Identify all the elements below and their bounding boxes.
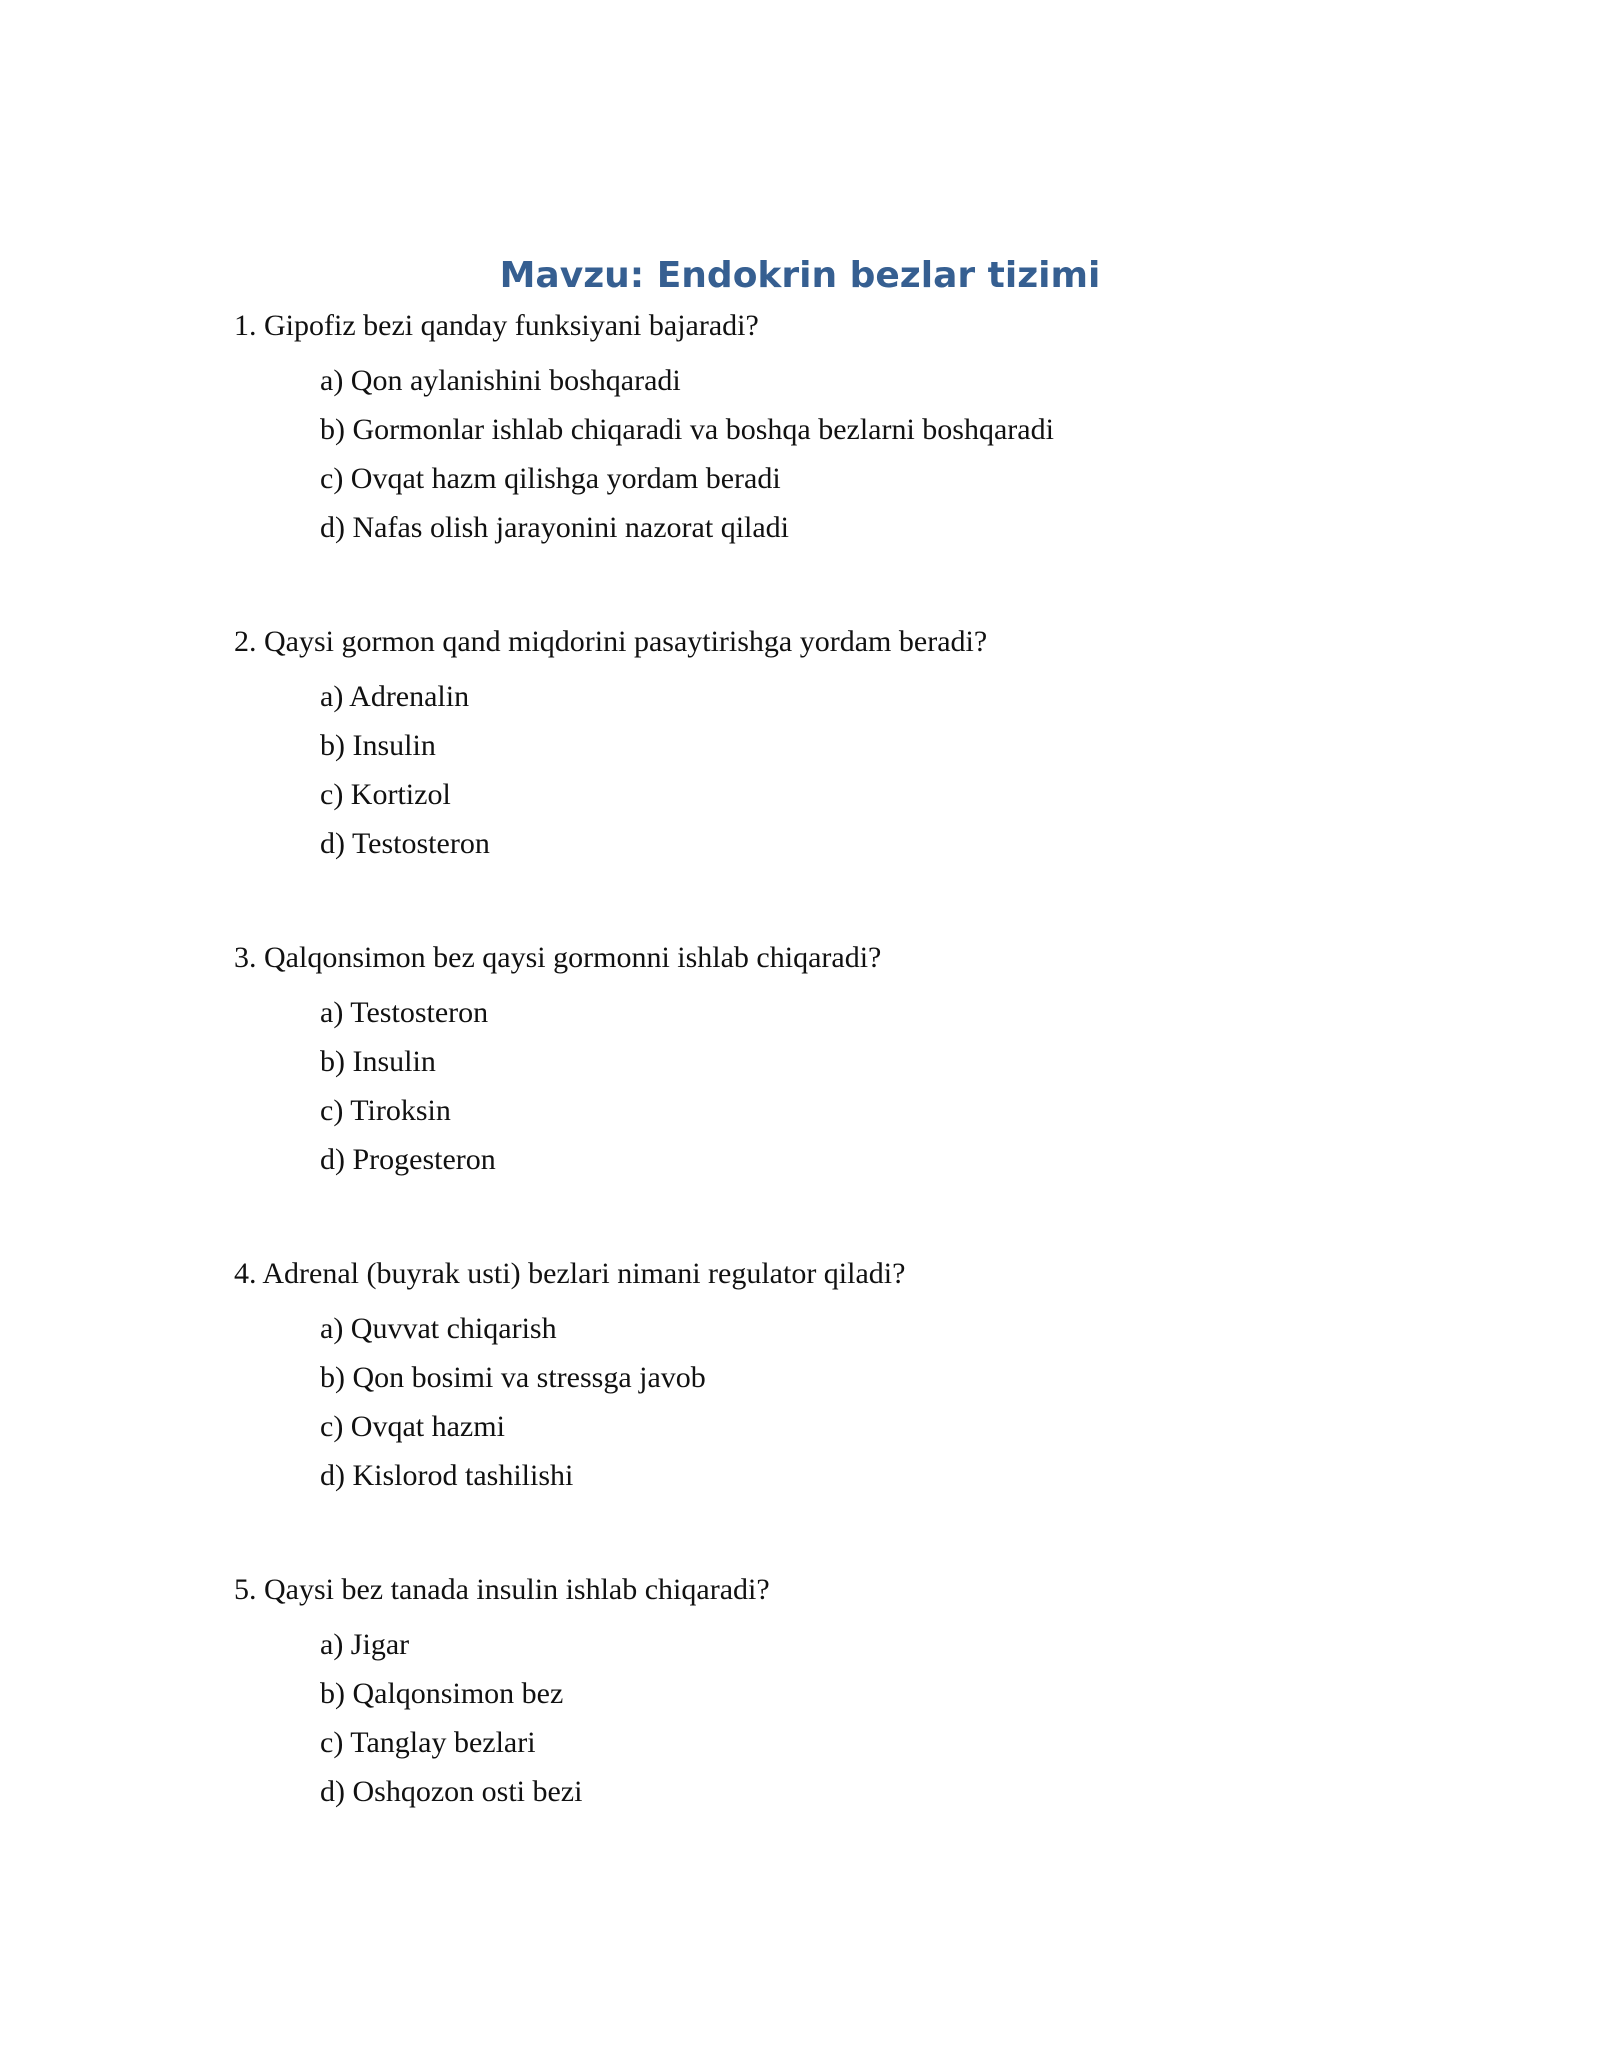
option-d: d) Nafas olish jarayonini nazorat qiladi <box>320 511 790 544</box>
option-list <box>234 672 1434 868</box>
option-a: a) Jigar <box>320 1628 410 1661</box>
option-c: c) Kortizol <box>320 778 451 811</box>
page-title: Mavzu: Endokrin bezlar tizimi <box>499 255 1101 296</box>
option-c: c) Ovqat hazmi <box>320 1410 505 1443</box>
option-b: b) Qon bosimi va stressga javob <box>320 1361 706 1394</box>
question-5 <box>234 1568 1434 1816</box>
option-list <box>234 1304 1434 1500</box>
option-d: d) Oshqozon osti bezi <box>320 1775 583 1808</box>
question-3 <box>234 936 1434 1184</box>
option-c: c) Tiroksin <box>320 1094 451 1127</box>
option-a: a) Testosteron <box>320 996 489 1029</box>
question-text: 2. Qaysi gormon qand miqdorini pasaytirishga yordam beradi? <box>234 625 988 658</box>
option-a: a) Adrenalin <box>320 680 470 713</box>
option-b: b) Qalqonsimon bez <box>320 1677 564 1710</box>
option-d: d) Testosteron <box>320 827 490 860</box>
option-b: b) Insulin <box>320 1045 436 1078</box>
option-d: d) Progesteron <box>320 1143 496 1176</box>
option-c: c) Tanglay bezlari <box>320 1726 536 1759</box>
option-list <box>234 356 1434 552</box>
option-list <box>234 1620 1434 1816</box>
question-2 <box>234 620 1434 868</box>
question-text: 5. Qaysi bez tanada insulin ishlab chiqaradi? <box>234 1573 770 1606</box>
question-4 <box>234 1252 1434 1500</box>
option-a: a) Qon aylanishini boshqaradi <box>320 364 681 397</box>
question-1 <box>234 304 1434 552</box>
question-text: 1. Gipofiz bezi qanday funksiyani bajaradi? <box>234 309 759 342</box>
question-text: 3. Qalqonsimon bez qaysi gormonni ishlab chiqaradi? <box>234 941 882 974</box>
option-d: d) Kislorod tashilishi <box>320 1459 574 1492</box>
question-text: 4. Adrenal (buyrak usti) bezlari nimani regulator qiladi? <box>234 1257 906 1290</box>
option-b: b) Insulin <box>320 729 436 762</box>
option-list <box>234 988 1434 1184</box>
option-a: a) Quvvat chiqarish <box>320 1312 557 1345</box>
option-c: c) Ovqat hazm qilishga yordam beradi <box>320 462 781 495</box>
option-b: b) Gormonlar ishlab chiqaradi va boshqa bezlarni boshqaradi <box>320 413 1054 446</box>
question-list <box>234 304 1434 1884</box>
